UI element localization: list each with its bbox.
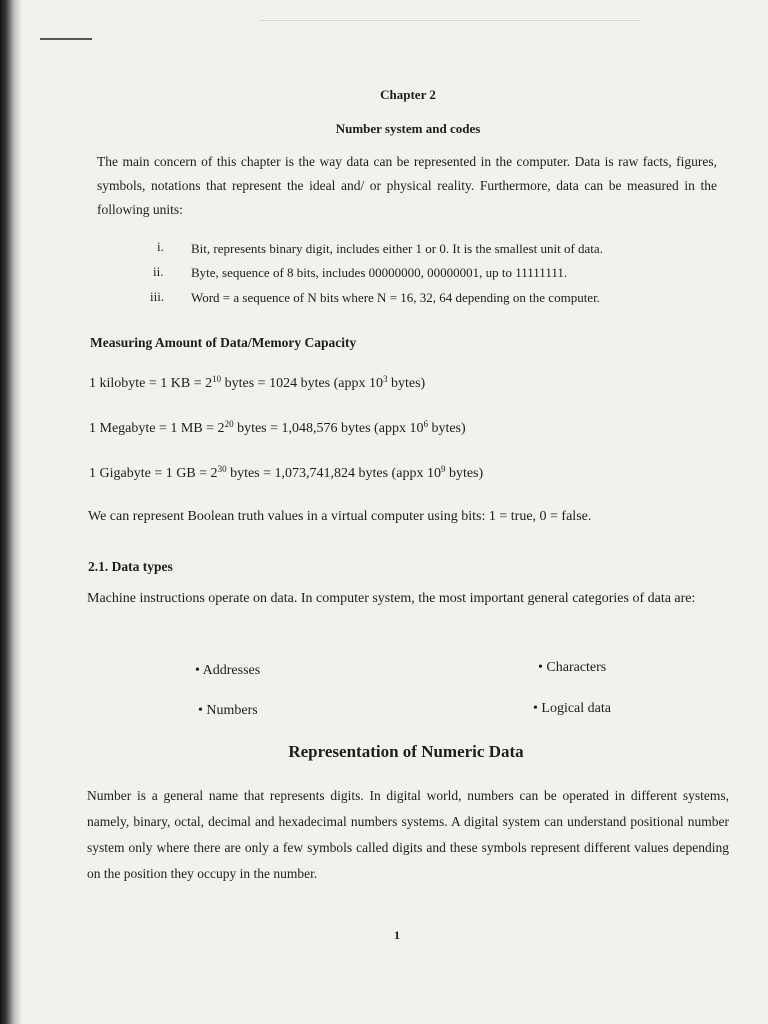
- unit-number: ii.: [153, 264, 164, 279]
- top-rule: [260, 20, 640, 21]
- representation-heading: Representation of Numeric Data: [288, 742, 524, 761]
- category-item: • Characters: [538, 660, 607, 675]
- category-item: • Logical data: [533, 701, 611, 716]
- unit-number: iii.: [150, 289, 165, 304]
- intro-paragraph: The main concern of this chapter is the way data can be represented in the computer. Data is raw facts, figures, symbols, notations that represent the ideal and/ or physical reality. Furthermore, data can be measured in the following units:: [97, 154, 717, 217]
- unit-item: Bit, represents binary digit, includes either 1 or 0. It is the smallest unit of data.: [191, 241, 603, 256]
- category-item: • Numbers: [198, 703, 258, 718]
- formula-kilobyte: 1 kilobyte = 1 KB = $2^{10}$ bytes = 1024 bytes (appx $10^3$ bytes): [89, 374, 426, 391]
- page-number: 1: [394, 928, 400, 942]
- corner-mark: [40, 38, 92, 40]
- chapter-title: Chapter 2: [380, 87, 436, 102]
- formula-megabyte: 1 Megabyte = 1 MB = $2^{20}$ bytes = 1,048,576 bytes (appx $10^6$ bytes): [89, 419, 466, 436]
- unit-item: Byte, sequence of 8 bits, includes 00000000, 00000001, up to 11111111.: [191, 265, 568, 280]
- representation-paragraph: Number is a general name that represents digits. In digital world, numbers can be operated in different systems, namely, binary, octal, decimal and hexadecimal numbers systems. A digital system can understand positional number system only where there are only a few symbols called digits and these symbols represent different values depending on the position they occupy in the number.: [87, 788, 729, 881]
- category-item: • Addresses: [195, 663, 261, 678]
- chapter-subtitle: Number system and codes: [335, 121, 481, 136]
- measuring-heading: Measuring Amount of Data/Memory Capacity: [90, 335, 357, 350]
- unit-number: i.: [157, 239, 164, 254]
- formula-gigabyte: 1 Gigabyte = 1 GB = $2^{30}$ bytes = 1,073,741,824 bytes (appx $10^9$ bytes): [89, 464, 484, 481]
- boolean-statement: We can represent Boolean truth values in a virtual computer using bits: 1 = true, 0 = false.: [88, 509, 592, 524]
- unit-item: Word = a sequence of N bits where N = 16, 32, 64 depending on the computer.: [191, 290, 600, 305]
- data-types-intro: Machine instructions operate on data. In computer system, the most important general categories of data are:: [87, 591, 696, 606]
- data-types-heading: 2.1. Data types: [88, 559, 173, 574]
- page-edge-shadow: [0, 0, 22, 1024]
